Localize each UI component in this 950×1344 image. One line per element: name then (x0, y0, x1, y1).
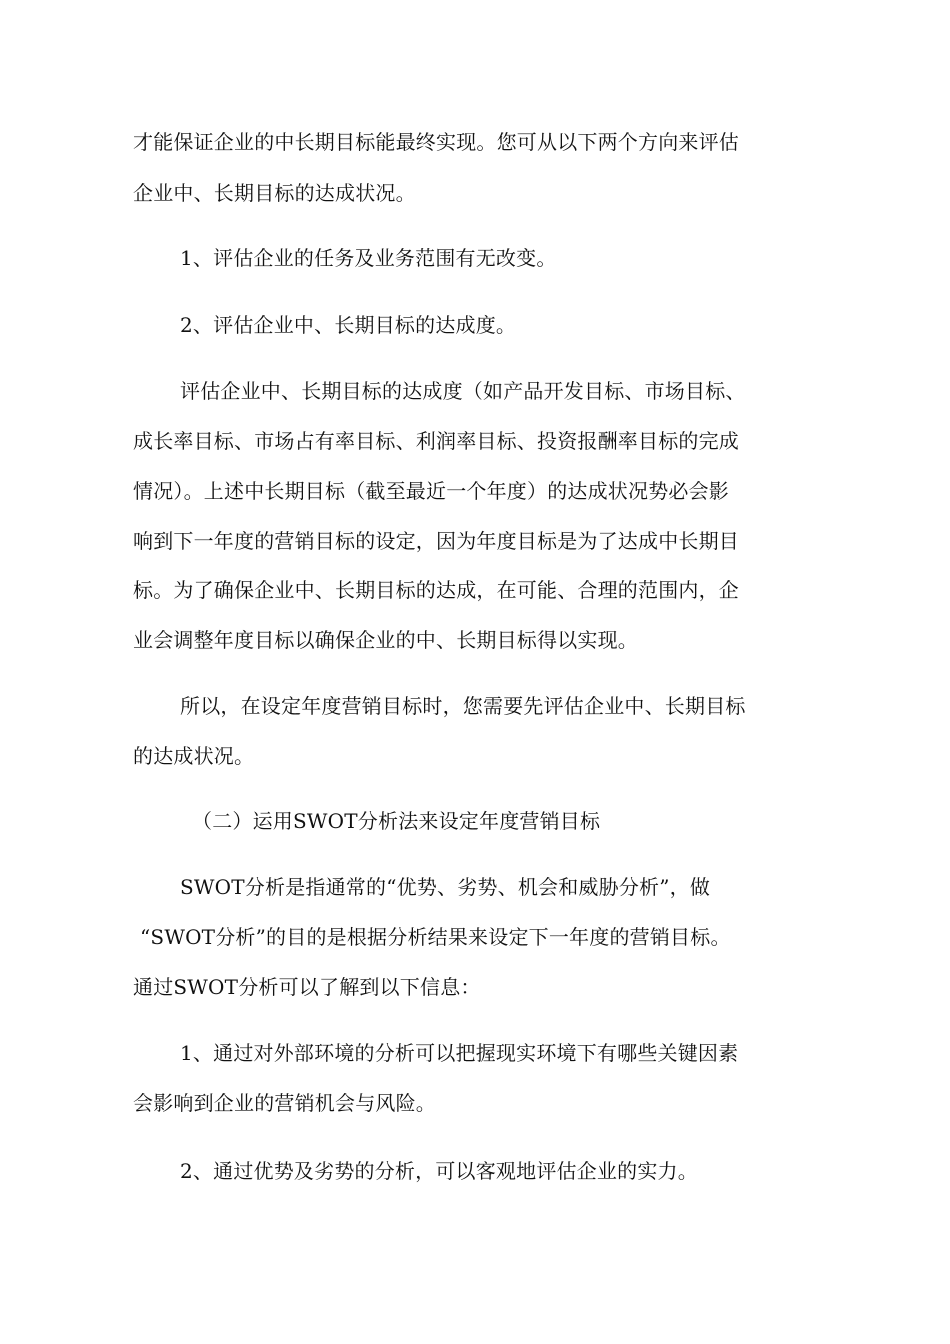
list-item: 2、评估企业中、长期目标的达成度。 (180, 313, 517, 337)
paragraph-line: 的达成状况。 (133, 744, 255, 768)
paragraph-line: 情况）。上述中长期目标（截至最近一个年度）的达成状况势必会影 (133, 479, 729, 503)
paragraph-line: SWOT分析是指通常的“优势、劣势、机会和威胁分析”，做 (180, 875, 711, 899)
paragraph-line: 评估企业中、长期目标的达成度（如产品开发目标、市场目标、 (180, 379, 746, 403)
paragraph-line: 所以，在设定年度营销目标时，您需要先评估企业中、长期目标 (180, 694, 746, 718)
paragraph-line: 通过SWOT分析可以了解到以下信息： (133, 975, 481, 999)
paragraph-line: 响到下一年度的营销目标的设定，因为年度目标是为了达成中长期目 (133, 529, 739, 553)
paragraph-line: 成长率目标、市场占有率目标、利润率目标、投资报酬率目标的完成 (133, 429, 739, 453)
list-item: 2、通过优势及劣势的分析，可以客观地评估企业的实力。 (180, 1159, 698, 1183)
paragraph-line: 企业中、长期目标的达成状况。 (133, 181, 416, 205)
section-heading: （二）运用SWOT分析法来设定年度营销目标 (192, 809, 601, 833)
paragraph-line: 业会调整年度目标以确保企业的中、长期目标得以实现。 (133, 628, 638, 652)
list-item: 1、通过对外部环境的分析可以把握现实环境下有哪些关键因素 (180, 1041, 739, 1065)
paragraph-line: 标。为了确保企业中、长期目标的达成，在可能、合理的范围内，企 (133, 578, 739, 602)
paragraph-line: “SWOT分析”的目的是根据分析结果来设定下一年度的营销目标。 (140, 925, 731, 949)
list-item: 1、评估企业的任务及业务范围有无改变。 (180, 246, 557, 270)
list-item-continuation: 会影响到企业的营销机会与风险。 (133, 1091, 436, 1115)
paragraph-line: 才能保证企业的中长期目标能最终实现。您可从以下两个方向来评估 (133, 130, 739, 154)
